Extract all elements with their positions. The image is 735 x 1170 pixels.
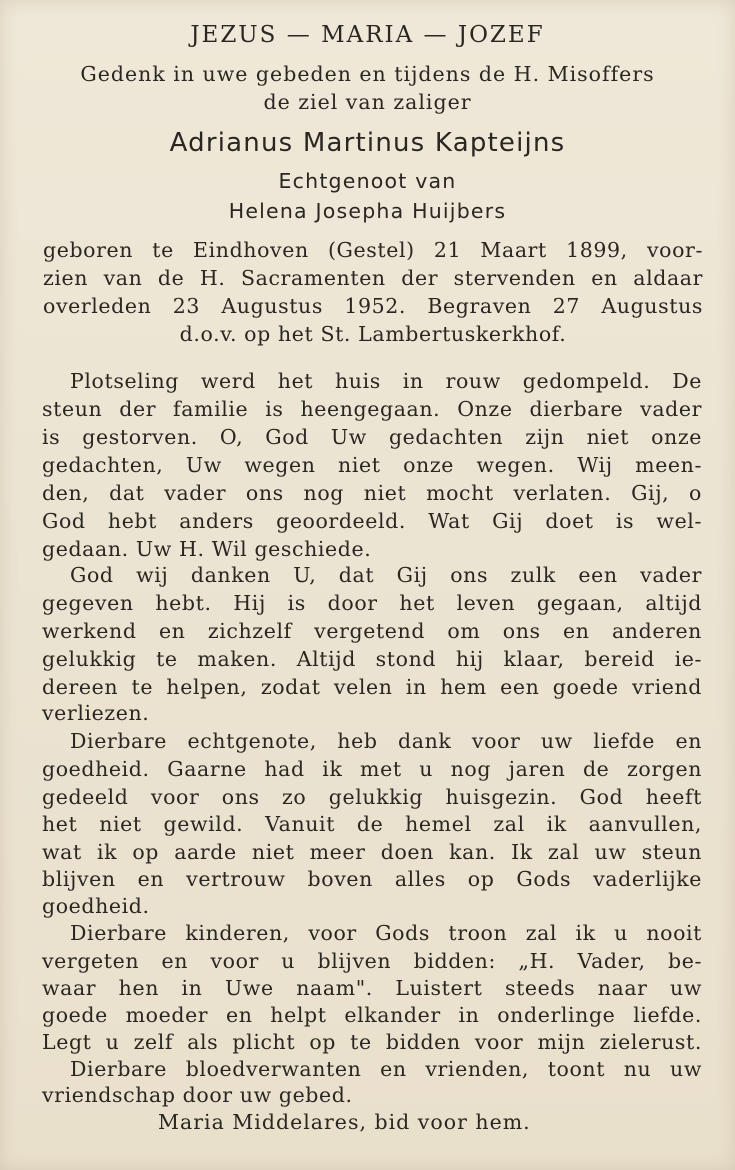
text-line: gedaan. Uw H. Wil geschiede.	[42, 537, 372, 561]
text-line: Plotseling werd het huis in rouw gedompeld. De	[70, 369, 702, 393]
text-line: God wij danken U, dat Gij ons zulk een vader	[70, 563, 702, 587]
text-line: gedachten, Uw wegen niet onze wegen. Wij meen-	[42, 453, 702, 477]
text-line: goedheid.	[42, 894, 150, 918]
bio-line: geboren te Eindhoven (Gestel) 21 Maart 1899, voor-	[43, 238, 703, 262]
text-line: dereen te helpen, zodat velen in hem een goede vriend	[42, 675, 702, 699]
text-line: waar hen in Uwe naam". Luistert steeds naar uw	[42, 976, 702, 1000]
text-line: blijven en vertrouw boven alles op Gods vaderlijke	[42, 867, 702, 891]
closing-prayer: Maria Middelares, bid voor hem.	[158, 1110, 531, 1134]
text-line: werkend en zichzelf vergetend om ons en anderen	[42, 619, 702, 643]
heading: JEZUS — MARIA — JOZEF	[190, 22, 545, 48]
text-line: den, dat vader ons nog niet mocht verlaten. Gij, o	[42, 481, 702, 505]
text-line: vriendschap door uw gebed.	[42, 1083, 353, 1107]
deceased-name: Adrianus Martinus Kapteijns	[169, 128, 566, 158]
text-line: gelukkig te maken. Altijd stond hij klaar, bereid ie-	[42, 647, 702, 671]
bio-line: zien van de H. Sacramenten der stervenden en aldaar	[43, 266, 703, 290]
text-line: vergeten en voor u blijven bidden: „H. Vader, be-	[42, 949, 702, 973]
intro-line-1: Gedenk in uwe gebeden en tijdens de H. Misoffers	[80, 62, 655, 86]
spouse-name: Helena Josepha Huijbers	[228, 199, 507, 223]
text-line: Legt u zelf als plicht op te bidden voor mijn zielerust.	[42, 1030, 702, 1054]
text-line: goede moeder en helpt elkander in onderlinge liefde.	[42, 1003, 702, 1027]
text-line: gegeven hebt. Hij is door het leven gegaan, altijd	[42, 591, 702, 615]
text-line: verliezen.	[42, 701, 150, 725]
text-line: Dierbare kinderen, voor Gods troon zal ik u nooit	[70, 921, 702, 945]
text-line: steun der familie is heengegaan. Onze dierbare vader	[42, 397, 702, 421]
text-line: goedheid. Gaarne had ik met u nog jaren de zorgen	[42, 757, 702, 781]
text-line: Dierbare echtgenote, heb dank voor uw liefde en	[70, 729, 702, 753]
text-line: gedeeld voor ons zo gelukkig huisgezin. God heeft	[42, 785, 702, 809]
text-line: Dierbare bloedverwanten en vrienden, toont nu uw	[70, 1057, 702, 1081]
bio-line: d.o.v. op het St. Lambertuskerkhof.	[179, 322, 567, 346]
text-line: is gestorven. O, God Uw gedachten zijn niet onze	[42, 425, 702, 449]
text-line: wat ik op aarde niet meer doen kan. Ik zal uw steun	[42, 840, 702, 864]
text-line: God hebt anders geoordeeld. Wat Gij doet is wel-	[42, 509, 702, 533]
intro-line-2: de ziel van zaliger	[263, 90, 472, 114]
text-line: het niet gewild. Vanuit de hemel zal ik aanvullen,	[42, 812, 702, 836]
spouse-label: Echtgenoot van	[278, 169, 457, 193]
bio-line: overleden 23 Augustus 1952. Begraven 27 Augustus	[43, 294, 703, 318]
